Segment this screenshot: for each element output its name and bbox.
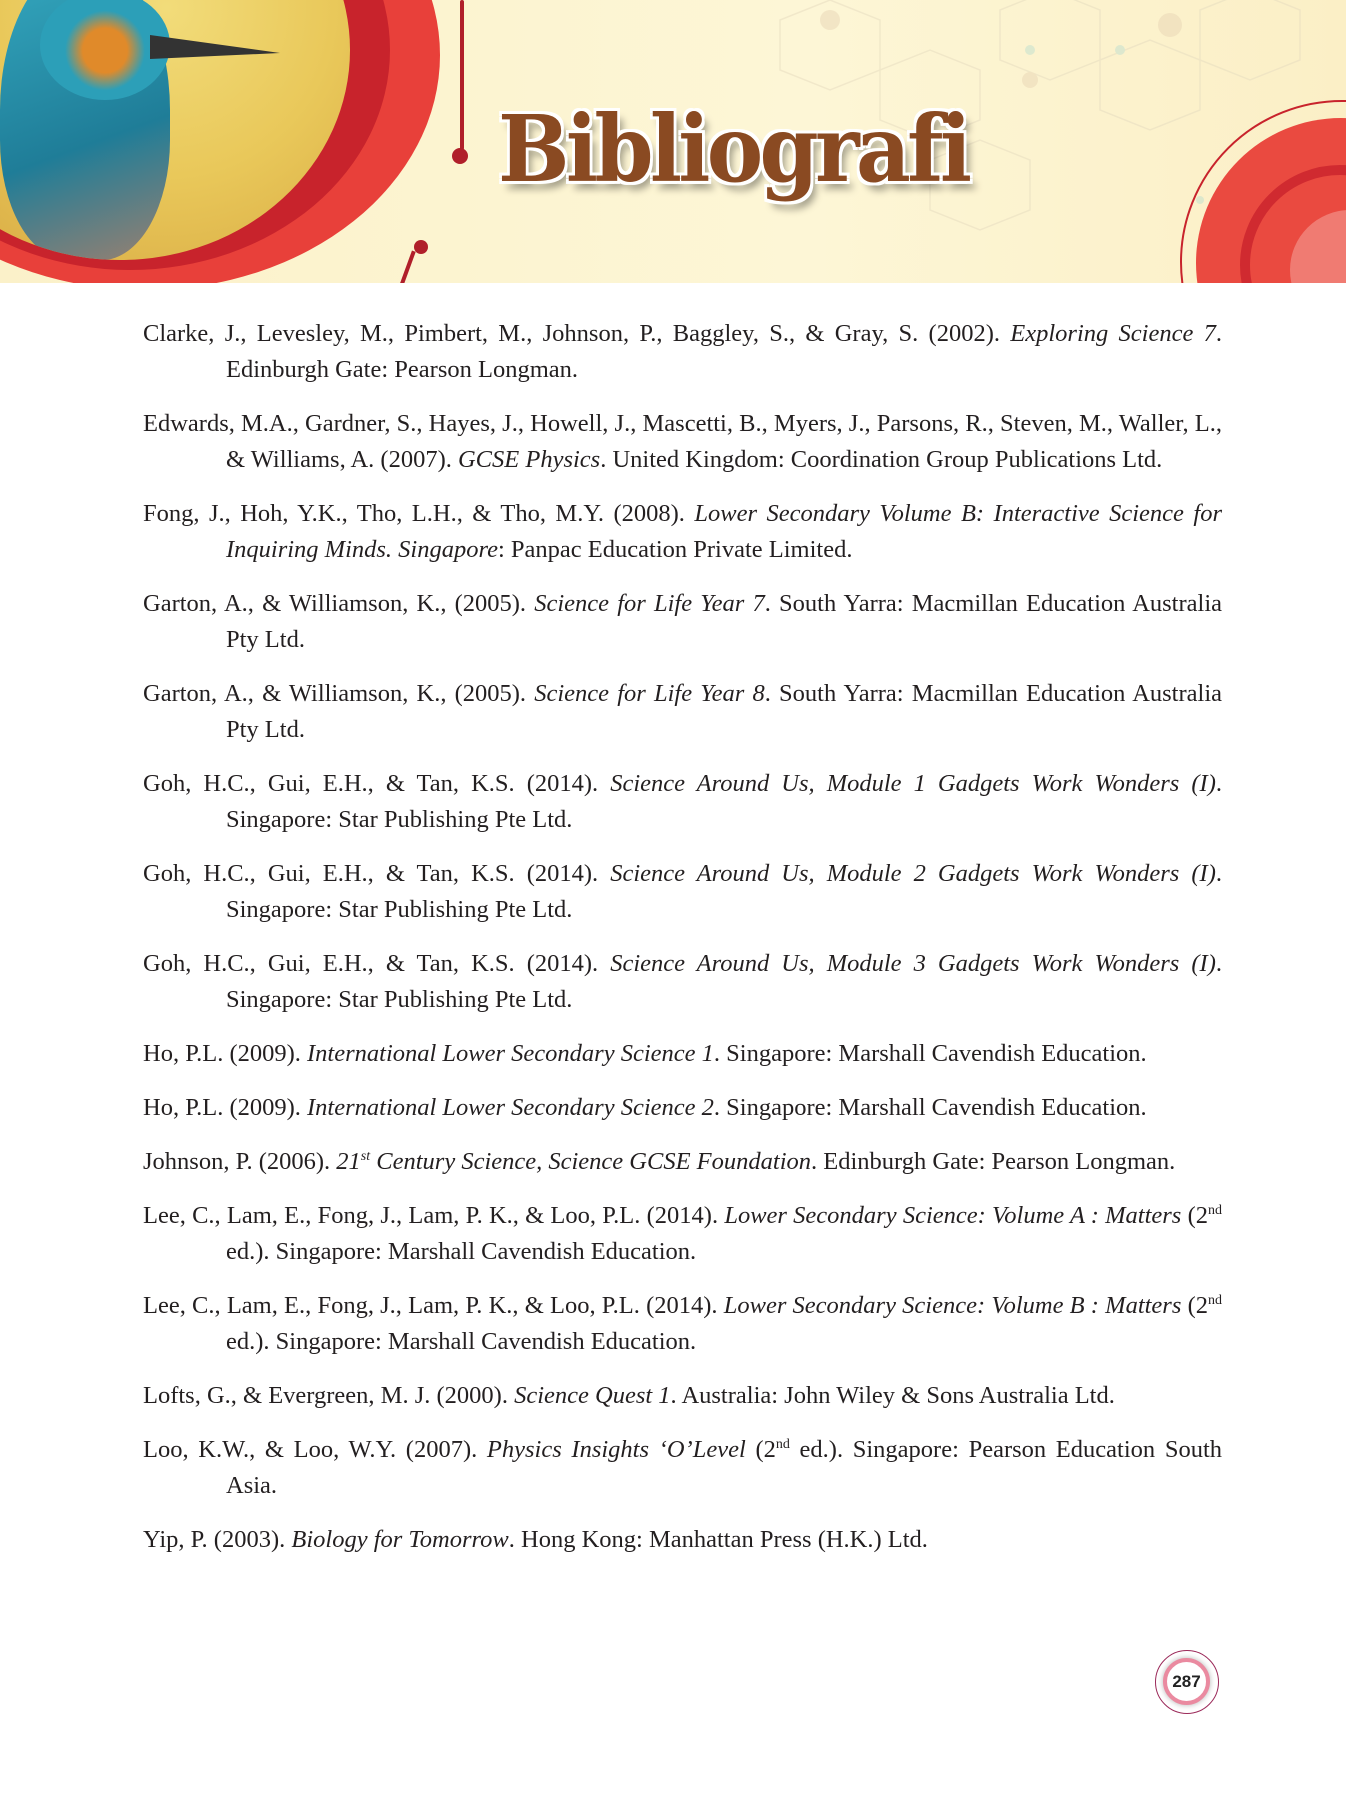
reference-text: . Singapore: Star Publishing Pte Ltd.: [226, 770, 1222, 833]
reference-text: : Panpac Education Private Limited.: [498, 536, 853, 563]
reference-text: ed.). Singapore: Pearson Education South Asia.: [226, 1436, 1222, 1499]
reference-title: GCSE Physics: [457, 446, 601, 473]
reference-text: Garton, A., & Williamson, K., (2005).: [143, 590, 535, 617]
decor-line: [398, 251, 415, 283]
reference-text: . Edinburgh Gate: Pearson Longman.: [226, 320, 1223, 383]
reference-text: . Singapore: Marshall Cavendish Education.: [713, 1094, 1147, 1121]
page-number-badge: [1155, 1650, 1219, 1714]
reference-entry: [143, 586, 1222, 658]
reference-text: (2: [1181, 1202, 1208, 1229]
reference-text: . Singapore: Star Publishing Pte Ltd.: [226, 950, 1222, 1013]
reference-title: Science for Life Year 7: [534, 590, 765, 617]
decor-dot: [414, 240, 428, 254]
reference-text: ed.). Singapore: Marshall Cavendish Education.: [226, 1328, 697, 1355]
reference-text: Goh, H.C., Gui, E.H., & Tan, K.S. (2014).: [143, 860, 611, 887]
reference-title: Lower Secondary Science: Volume B : Matters: [723, 1292, 1182, 1319]
reference-title: Century Science, Science GCSE Foundation: [370, 1148, 812, 1175]
reference-text: Clarke, J., Levesley, M., Pimbert, M., Johnson, P., Baggley, S., & Gray, S. (2002).: [143, 320, 1011, 347]
reference-entry: [143, 316, 1222, 388]
header-banner: [0, 0, 1346, 283]
reference-title: Science Around Us, Module 1 Gadgets Work Wonders (I): [610, 770, 1216, 797]
reference-text: nd: [1208, 1203, 1222, 1218]
page-title: Bibliografi: [498, 95, 969, 203]
reference-entry: [143, 1288, 1222, 1360]
reference-text: Goh, H.C., Gui, E.H., & Tan, K.S. (2014).: [143, 950, 611, 977]
reference-title: International Lower Secondary Science 2: [307, 1094, 714, 1121]
decor-line: [460, 0, 464, 150]
reference-text: . Edinburgh Gate: Pearson Longman.: [811, 1148, 1176, 1175]
reference-text: nd: [775, 1437, 790, 1452]
reference-text: . Singapore: Marshall Cavendish Education.: [713, 1040, 1147, 1067]
reference-title: Science for Life Year 8: [534, 680, 765, 707]
reference-title: Exploring Science 7: [1010, 320, 1216, 347]
reference-title: Lower Secondary Volume B: Interactive Science for Inquiring Minds. Singapore: [226, 500, 1222, 563]
reference-entry: [143, 856, 1222, 928]
bird-beak: [150, 35, 280, 59]
reference-title: Physics Insights ‘O’Level: [486, 1436, 746, 1463]
reference-text: Ho, P.L. (2009).: [143, 1040, 308, 1067]
reference-text: . Singapore: Star Publishing Pte Ltd.: [226, 860, 1222, 923]
reference-title: Science Quest 1: [514, 1382, 671, 1409]
decor-dot: [452, 148, 468, 164]
reference-text: Edwards, M.A., Gardner, S., Hayes, J., Howell, J., Mascetti, B., Myers, J., Parsons, R., Steven, M., Waller, L., & Williams, A. (2007).: [143, 410, 1222, 473]
reference-entry: [143, 1432, 1222, 1504]
page-number: 287: [1163, 1658, 1210, 1705]
reference-list: [143, 316, 1222, 1576]
reference-title: Science Around Us, Module 3 Gadgets Work Wonders (I): [610, 950, 1216, 977]
reference-text: Fong, J., Hoh, Y.K., Tho, L.H., & Tho, M.Y. (2008).: [143, 500, 695, 527]
reference-entry: [143, 1522, 1222, 1558]
reference-text: Lee, C., Lam, E., Fong, J., Lam, P. K., & Loo, P.L. (2014).: [143, 1202, 725, 1229]
reference-entry: [143, 1198, 1222, 1270]
reference-entry: [143, 766, 1222, 838]
reference-text: Loo, K.W., & Loo, W.Y. (2007).: [143, 1436, 487, 1463]
reference-entry: [143, 1378, 1222, 1414]
reference-text: . Hong Kong: Manhattan Press (H.K.) Ltd.: [508, 1526, 928, 1553]
reference-text: Lofts, G., & Evergreen, M. J. (2000).: [143, 1382, 515, 1409]
reference-text: Lee, C., Lam, E., Fong, J., Lam, P. K., & Loo, P.L. (2014).: [143, 1292, 724, 1319]
reference-text: Goh, H.C., Gui, E.H., & Tan, K.S. (2014).: [143, 770, 611, 797]
reference-title: 21: [336, 1148, 361, 1175]
reference-title: Lower Secondary Science: Volume A : Matters: [724, 1202, 1182, 1229]
reference-entry: [143, 406, 1222, 478]
reference-entry: [143, 496, 1222, 568]
reference-entry: [143, 1144, 1222, 1180]
reference-text: Garton, A., & Williamson, K., (2005).: [143, 680, 535, 707]
reference-entry: [143, 1036, 1222, 1072]
reference-entry: [143, 946, 1222, 1018]
reference-title: Biology for Tomorrow: [291, 1526, 509, 1553]
reference-text: nd: [1208, 1293, 1222, 1308]
reference-text: (2: [745, 1436, 776, 1463]
reference-title: st: [360, 1149, 371, 1164]
reference-text: . South Yarra: Macmillan Education Australia Pty Ltd.: [226, 590, 1222, 653]
reference-text: ed.). Singapore: Marshall Cavendish Education.: [226, 1238, 697, 1265]
reference-text: Yip, P. (2003).: [143, 1526, 292, 1553]
reference-title: Science Around Us, Module 2 Gadgets Work Wonders (I): [610, 860, 1216, 887]
reference-title: International Lower Secondary Science 1: [307, 1040, 714, 1067]
reference-text: Ho, P.L. (2009).: [143, 1094, 308, 1121]
reference-text: . South Yarra: Macmillan Education Australia Pty Ltd.: [226, 680, 1222, 743]
reference-text: . Australia: John Wiley & Sons Australia Ltd.: [670, 1382, 1115, 1409]
reference-text: Johnson, P. (2006).: [143, 1148, 337, 1175]
reference-entry: [143, 676, 1222, 748]
reference-text: (2: [1181, 1292, 1208, 1319]
reference-text: . United Kingdom: Coordination Group Publications Ltd.: [600, 446, 1163, 473]
reference-entry: [143, 1090, 1222, 1126]
